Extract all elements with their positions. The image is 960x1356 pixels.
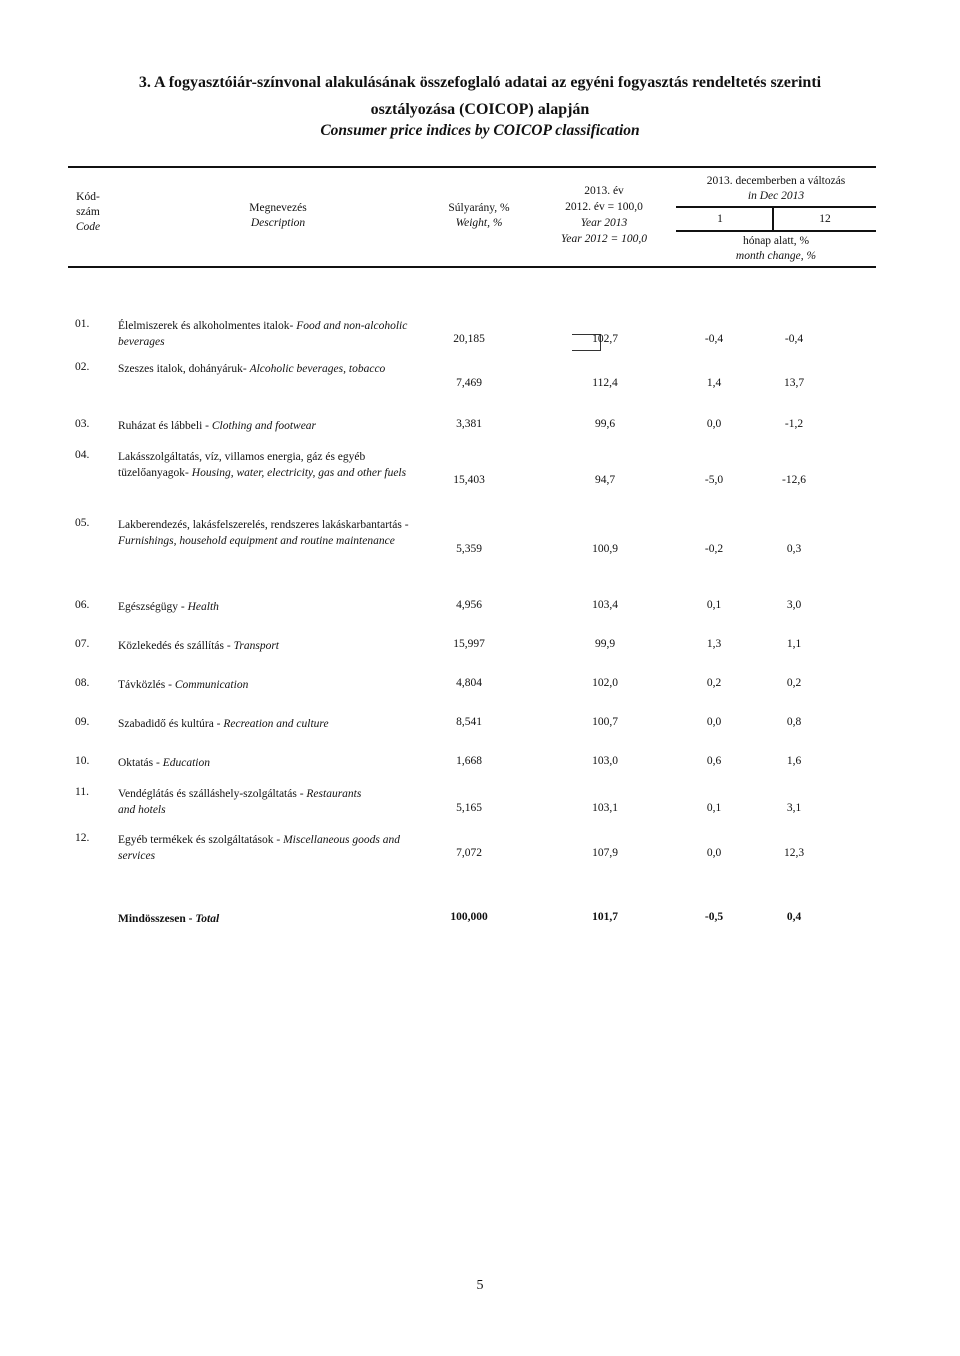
header-code-hu-2: szám: [76, 206, 100, 218]
row-month-1: 1,3: [706, 638, 722, 650]
page-number: 5: [476, 1278, 484, 1293]
row-weight: 5,359: [456, 543, 482, 555]
row-description: [118, 786, 378, 818]
table-title-english: Consumer price indices by COICOP classification: [320, 122, 640, 139]
row-description: [118, 418, 418, 434]
row-month-1: 0,6: [706, 755, 722, 767]
row-description: [118, 638, 418, 654]
row-month-1: 0,0: [706, 847, 722, 859]
row-weight: 4,804: [456, 677, 482, 689]
row-description: [118, 755, 418, 771]
row-desc-en: Alcoholic beverages, tobacco: [249, 363, 386, 375]
row-month-12: 0,3: [786, 543, 802, 555]
row-desc-hu: Egészségügy -: [118, 601, 185, 613]
header-month-1: 1: [717, 213, 723, 225]
row-desc-hu: Lakberendezés, lakásfelszerelés, rendszeres lakáskarbantartás -: [118, 519, 409, 531]
row-code: 04.: [75, 449, 90, 461]
row-month-12: -12,6: [782, 474, 806, 486]
header-description-hu: Megnevezés: [249, 202, 307, 214]
row-weight: 3,381: [456, 418, 482, 430]
row-code: 07.: [75, 638, 90, 650]
row-year-index: 99,6: [594, 418, 616, 430]
header-code-hu-1: Kód-: [76, 191, 100, 203]
table-title-line2: osztályozása (COICOP) alapján: [370, 101, 590, 118]
row-weight: 15,997: [453, 638, 485, 650]
row-month-12: 0,2: [786, 677, 802, 689]
header-dec-en: in Dec 2013: [747, 190, 805, 202]
total-month-1: -0,5: [704, 911, 724, 923]
row-description: [118, 716, 418, 732]
header-year-l3: Year 2013: [580, 217, 628, 229]
header-weight-hu: Súlyarány, %: [448, 202, 510, 214]
row-year-index: 112,4: [592, 377, 618, 389]
row-description: [118, 832, 418, 864]
row-month-12: -0,4: [784, 333, 804, 345]
row-description: [118, 677, 418, 693]
total-year-index: 101,7: [592, 911, 618, 923]
row-desc-hu: Lakásszolgáltatás, víz, villamos energia, gáz és egyéb tüzelőanyagok-: [118, 451, 366, 479]
row-code: 11.: [75, 786, 89, 798]
header-year-index: [540, 183, 668, 247]
row-desc-hu: Távközlés -: [118, 679, 172, 691]
row-desc-hu: Oktatás -: [118, 757, 160, 769]
row-month-1: -0,2: [704, 543, 724, 555]
total-label-en: Total: [195, 913, 220, 925]
row-code: 08.: [75, 677, 90, 689]
row-year-index: 103,4: [592, 599, 618, 611]
row-weight: 7,469: [456, 377, 482, 389]
row-desc-hu: Egyéb termékek és szolgáltatások -: [118, 834, 281, 846]
header-month-rule-2: [676, 230, 876, 232]
header-code: [70, 190, 106, 235]
row-desc-hu: Élelmiszerek és alkoholmentes italok-: [118, 320, 294, 332]
row-year-index: 100,7: [592, 716, 618, 728]
table-title: 3. A fogyasztóiár-színvonal alakulásának összefoglaló adatai az egyéni fogyasztás rendeltetés szerinti: [138, 74, 822, 91]
header-month-12: 12: [819, 213, 831, 225]
row-year-index: 100,9: [592, 543, 618, 555]
row-code: 01.: [75, 318, 90, 330]
row-desc-en: Education: [162, 757, 210, 769]
row-desc-hu: Szeszes italok, dohányáruk-: [118, 363, 247, 375]
row-month-12: 12,3: [783, 847, 805, 859]
row-weight: 4,956: [456, 599, 482, 611]
row-desc-en: Furnishings, household equipment and routine maintenance: [118, 535, 395, 547]
row-code: 05.: [75, 517, 90, 529]
row-desc-en: Restaurants and hotels: [118, 788, 362, 816]
row-month-1: -0,4: [704, 333, 724, 345]
row-month-1: -5,0: [704, 474, 724, 486]
header-year-l2: 2012. év = 100,0: [565, 201, 643, 213]
header-month-change: [676, 234, 876, 264]
row-code: 10.: [75, 755, 90, 767]
row-month-12: 3,1: [786, 802, 802, 814]
header-dec-hu: 2013. decemberben a változás: [706, 175, 846, 187]
header-description: [178, 201, 378, 231]
total-label-hu: Mindösszesen -: [118, 913, 193, 925]
row-description: [118, 599, 418, 615]
row-desc-hu: Szabadidő és kultúra -: [118, 718, 221, 730]
row-description: [118, 517, 418, 549]
header-description-en: Description: [250, 217, 306, 229]
row-desc-hu: Vendéglátás és szálláshely-szolgáltatás -: [118, 788, 304, 800]
row-weight: 7,072: [456, 847, 482, 859]
header-dec-change: [676, 174, 876, 204]
row-year-index: 102,7: [592, 333, 618, 345]
row-year-index: 94,7: [594, 474, 616, 486]
row-code: 02.: [75, 361, 90, 373]
row-code: 12.: [75, 832, 90, 844]
header-top-rule: [68, 166, 876, 168]
row-desc-en: Communication: [174, 679, 249, 691]
row-desc-en: Clothing and footwear: [211, 420, 317, 432]
row-desc-hu: Közlekedés és szállítás -: [118, 640, 231, 652]
row-month-12: -1,2: [784, 418, 804, 430]
header-weight-en: Weight, %: [455, 217, 503, 229]
row-weight: 8,541: [456, 716, 482, 728]
total-weight: 100,000: [450, 911, 488, 923]
row-month-1: 1,4: [706, 377, 722, 389]
row-desc-en: Recreation and culture: [223, 718, 329, 730]
row-desc-en: Miscellaneous goods and services: [118, 834, 400, 862]
total-label: [118, 911, 418, 927]
header-weight: [424, 201, 534, 231]
row-weight: 1,668: [456, 755, 482, 767]
header-month-divider: [772, 206, 774, 231]
header-bottom-rule: [68, 266, 876, 268]
row-month-12: 1,6: [786, 755, 802, 767]
row-year-index: 107,9: [592, 847, 618, 859]
row-month-1: 0,1: [706, 599, 722, 611]
row-month-1: 0,0: [706, 716, 722, 728]
row-month-12: 3,0: [786, 599, 802, 611]
row-month-1: 0,0: [706, 418, 722, 430]
row-year-index: 102,0: [592, 677, 618, 689]
row-desc-en: Health: [187, 601, 219, 613]
header-month-en: month change, %: [735, 250, 817, 262]
row-month-12: 13,7: [783, 377, 805, 389]
row-month-1: 0,1: [706, 802, 722, 814]
row-year-index: 99,9: [594, 638, 616, 650]
header-year-l4: Year 2012 = 100,0: [561, 233, 647, 245]
header-year-l1: 2013. év: [584, 185, 624, 197]
row-desc-en: Food and non-alcoholic beverages: [118, 320, 408, 348]
row-month-12: 0,8: [786, 716, 802, 728]
header-month-hu: hónap alatt, %: [742, 235, 810, 247]
row-weight: 15,403: [453, 474, 485, 486]
row-description: [118, 318, 418, 350]
row-desc-hu: Ruházat és lábbeli -: [118, 420, 210, 432]
row-desc-en: Transport: [233, 640, 279, 652]
header-code-en: Code: [75, 221, 101, 233]
row-weight: 20,185: [453, 333, 485, 345]
row-description: [118, 449, 418, 481]
total-month-12: 0,4: [786, 911, 802, 923]
row-month-1: 0,2: [706, 677, 722, 689]
row-code: 09.: [75, 716, 90, 728]
row-code: 06.: [75, 599, 90, 611]
row-year-index: 103,1: [592, 802, 618, 814]
row-year-index: 103,0: [592, 755, 618, 767]
row-weight: 5,165: [456, 802, 482, 814]
row-month-12: 1,1: [786, 638, 802, 650]
row-description: [118, 361, 418, 377]
header-month-rule-1: [676, 206, 876, 208]
row-code: 03.: [75, 418, 90, 430]
row-desc-en: Housing, water, electricity, gas and other fuels: [191, 467, 407, 479]
